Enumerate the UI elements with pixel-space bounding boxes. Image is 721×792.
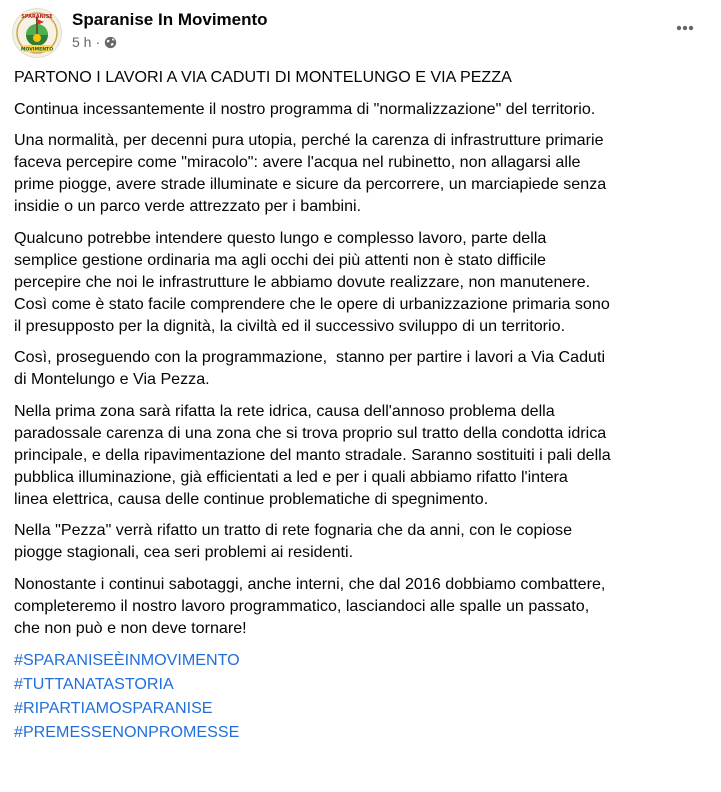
- hashtag-link[interactable]: #SPARANISEÈINMOVIMENTO: [14, 651, 240, 669]
- post-paragraph: Nella "Pezza" verrà rifatto un tratto di rete fognaria che da anni, con le copiose piogge stagionali, cea seri problemi ai residenti.: [14, 521, 573, 561]
- post-paragraph: Nonostante i continui sabotaggi, anche interni, che dal 2016 dobbiamo combattere, completeremo il nostro lavoro programmatico, lasciandoci alle spalle un passato, che non può e non deve tornare!: [14, 574, 606, 637]
- globe-icon[interactable]: [104, 36, 117, 49]
- post-paragraph: Così, proseguendo con la programmazione, stanno per partire i lavori a Via Caduti di Montelungo e Via Pezza.: [14, 348, 606, 388]
- post-header: [12, 8, 709, 56]
- hashtag-link[interactable]: #TUTTANATASTORIA: [14, 675, 174, 693]
- hashtag-list: [14, 648, 714, 744]
- meta-separator: ·: [95, 34, 101, 50]
- avatar-text-top: SPARANISE: [21, 14, 53, 20]
- more-options-icon[interactable]: [669, 16, 701, 40]
- hashtag-link[interactable]: #PREMESSENONPROMESSE: [14, 723, 240, 741]
- post-body: [14, 66, 714, 744]
- post-meta: [72, 34, 117, 50]
- post-paragraph: Nella prima zona sarà rifatta la rete idrica, causa dell'annoso problema della paradossale carenza di una zona che si trova proprio sul tratto della condotta idrica principale, e della ripavimentazione del manto stradale. Saranno sostituiti i pali della pubblica illuminazione, già efficientati a led e per i quali abbiamo rifatto l'intera linea elettrica, causa delle continue problematiche di spegnimento.: [14, 401, 611, 508]
- post-timestamp[interactable]: 5 h: [72, 34, 92, 50]
- page-avatar[interactable]: [12, 8, 62, 58]
- avatar-text-bottom: MOVIMENTO: [20, 47, 54, 53]
- post-paragraph: Qualcuno potrebbe intendere questo lungo e complesso lavoro, parte della semplice gestione ordinaria ma agli occhi dei più attenti non è stato difficile percepire che noi le infrastrutture le abbiamo dovute realizzare, non manutenere. Così come è stato facile comprendere che le opere di urbanizzazione primaria sono il presupposto per la dignità, la civiltà ed il successivo sviluppo di un territorio.: [14, 228, 610, 335]
- page-name[interactable]: Sparanise In Movimento: [72, 10, 268, 29]
- post-paragraph: Una normalità, per decenni pura utopia, perché la carenza di infrastrutture primarie faceva percepire come "miracolo": avere l'acqua nel rubinetto, non allagarsi alle prime piogge, avere strade illuminate e sicure da percorrere, un marciapiede senza insidie o un parco verde attrezzato per i bambini.: [14, 131, 607, 215]
- post-paragraph: Continua incessantemente il nostro programma di "normalizzazione" del territorio.: [14, 99, 596, 118]
- avatar-logo-icon: [13, 9, 61, 57]
- hashtag-link[interactable]: #RIPARTIAMOSPARANISE: [14, 699, 213, 717]
- post-title: PARTONO I LAVORI A VIA CADUTI DI MONTELUNGO E VIA PEZZA: [14, 68, 512, 86]
